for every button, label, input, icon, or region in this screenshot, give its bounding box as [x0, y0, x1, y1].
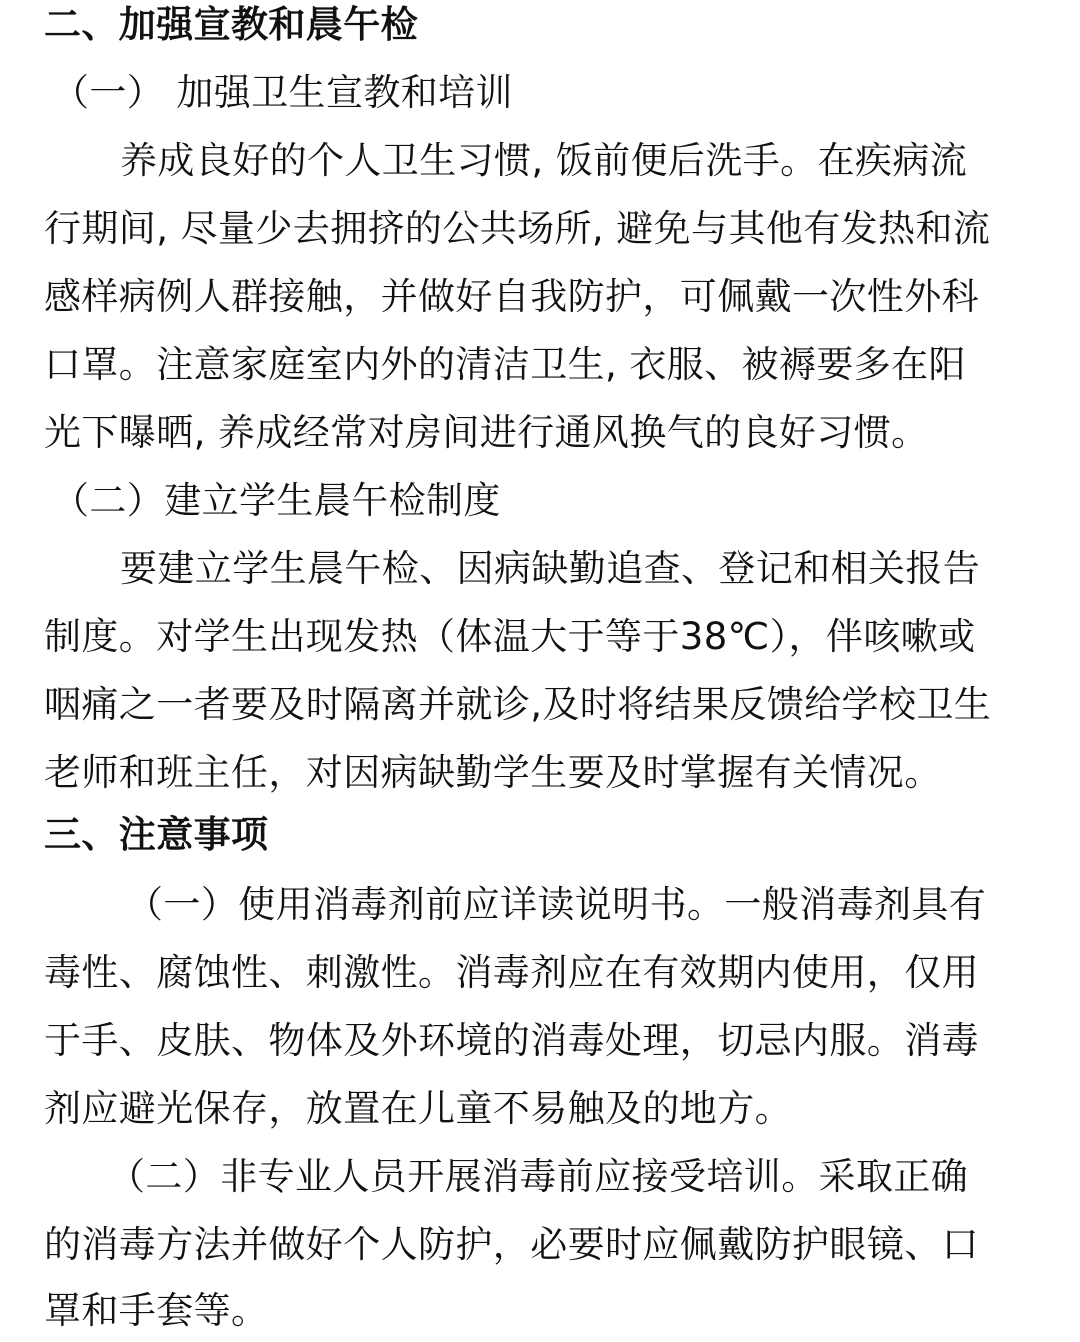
- paragraph-line: 的消毒方法并做好个人防护，必要时应佩戴防护眼镜、口: [44, 1223, 979, 1266]
- paragraph-line: 于手、皮肤、物体及外环境的消毒处理，切忌内服。消毒: [44, 1019, 979, 1062]
- paragraph-line: （二）非专业人员开展消毒前应接受培训。采取正确: [108, 1155, 969, 1198]
- paragraph-line: 咽痛之一者要及时隔离并就诊,及时将结果反馈给学校卫生: [44, 683, 992, 726]
- paragraph-line: 剂应避光保存，放置在儿童不易触及的地方。: [44, 1087, 792, 1130]
- subsection-title-2: （二）建立学生晨午检制度: [52, 479, 501, 522]
- section-heading-2: 二、加强宣教和晨午检: [44, 3, 418, 46]
- paragraph-line: 要建立学生晨午检、因病缺勤追查、登记和相关报告: [120, 547, 981, 590]
- paragraph-line: 制度。对学生出现发热（体温大于等于38℃），伴咳嗽或: [44, 615, 976, 658]
- paragraph-line: （一）使用消毒剂前应详读说明书。一般消毒剂具有: [126, 883, 987, 926]
- paragraph-line: 光下曝晒, 养成经常对房间进行通风换气的良好习惯。: [44, 411, 929, 454]
- paragraph-line: 行期间, 尽量少去拥挤的公共场所, 避免与其他有发热和流: [44, 207, 991, 250]
- paragraph-line: 罩和手套等。: [44, 1289, 269, 1332]
- paragraph-line: 毒性、腐蚀性、刺激性。消毒剂应在有效期内使用，仅用: [44, 951, 979, 994]
- section-heading-3: 三、注意事项: [44, 813, 269, 856]
- paragraph-line: 养成良好的个人卫生习惯, 饭前便后洗手。在疾病流: [120, 139, 968, 182]
- paragraph-line: 老师和班主任，对因病缺勤学生要及时掌握有关情况。: [44, 751, 942, 794]
- subsection-title-1: （一） 加强卫生宣教和培训: [52, 71, 513, 114]
- paragraph-line: 感样病例人群接触，并做好自我防护，可佩戴一次性外科: [44, 275, 979, 318]
- paragraph-line: 口罩。注意家庭室内外的清洁卫生, 衣服、被褥要多在阳: [44, 343, 966, 386]
